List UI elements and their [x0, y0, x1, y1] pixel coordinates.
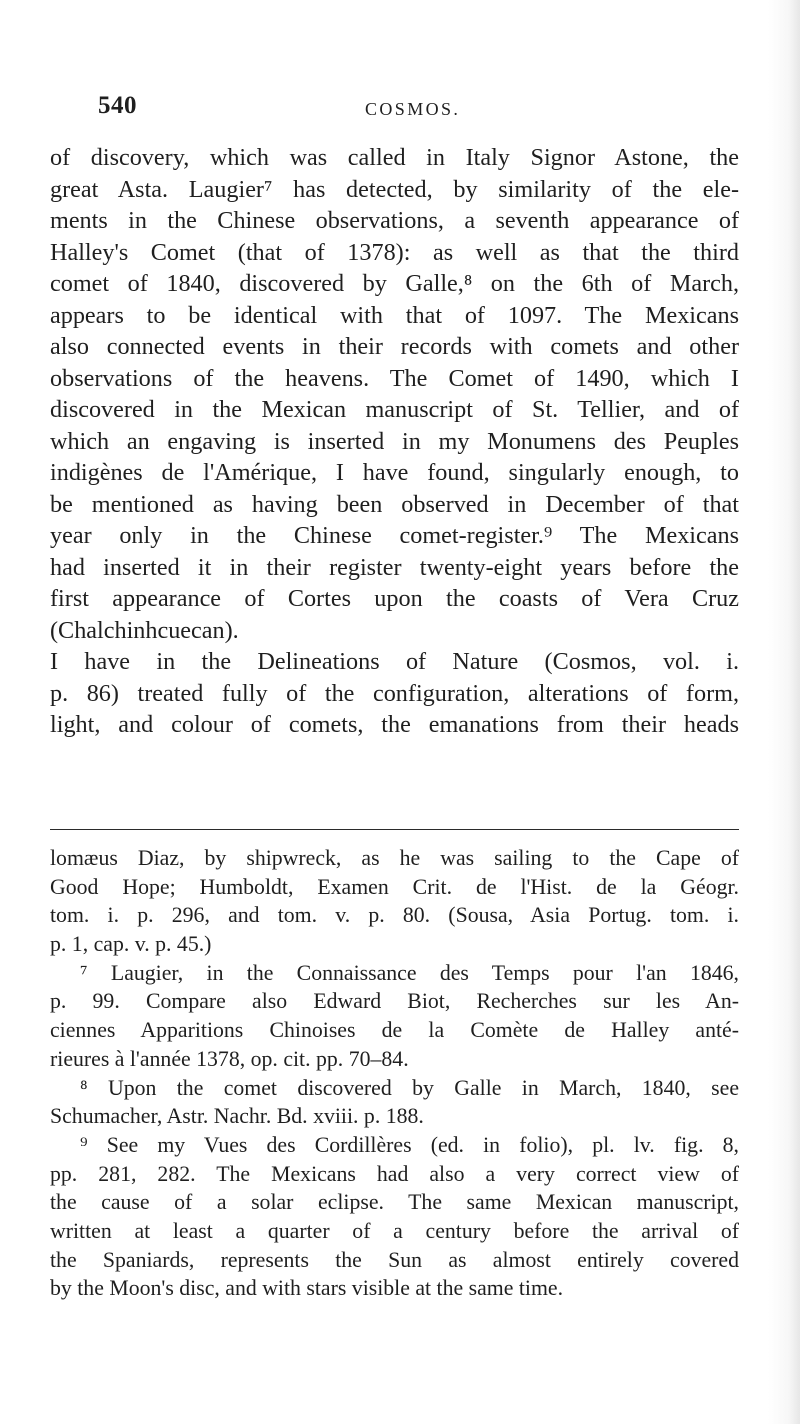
body-line: year only in the Chinese comet-register.⁹ The Mexicans	[50, 522, 739, 549]
footnote-line: ⁹ See my Vues des Cordillères (ed. in folio), pl. lv. fig. 8,	[80, 1132, 739, 1157]
body-line: p. 86) treated fully of the configuration, alterations of form,	[50, 679, 739, 707]
footnote-line: rieures à l'année 1378, op. cit. pp. 70–84.	[50, 1046, 409, 1071]
footnote-line: tom. i. p. 296, and tom. v. p. 80. (Sousa, Asia Portug. tom. i.	[50, 903, 739, 928]
body-line: indigènes de l'Amérique, I have found, singularly enough, to	[50, 459, 739, 486]
body-line: I have in the Delineations of Nature (Cosmos, vol. i.	[50, 648, 739, 675]
footnote-line: pp. 281, 282. The Mexicans had also a very correct view of	[50, 1161, 739, 1186]
body-line: of discovery, which was called in Italy Signor Astone, the	[50, 144, 739, 171]
footnote-line: ⁸ Upon the comet discovered by Galle in March, 1840, see	[80, 1075, 739, 1100]
body-line: comet of 1840, discovered by Galle,⁸ on the 6th of March,	[50, 270, 739, 297]
footnote-line: by the Moon's disc, and with stars visible at the same time.	[50, 1276, 564, 1301]
page-edge-shadow	[788, 0, 800, 1424]
footnote-line: the Spaniards, represents the Sun as almost entirely covered	[50, 1247, 739, 1272]
footnotes	[50, 844, 739, 1303]
footnote-line: lomæus Diaz, by shipwreck, as he was sailing to the Cape of	[50, 846, 739, 870]
body-line: appears to be identical with that of 1097. The Mexicans	[50, 301, 739, 329]
body-line: ments in the Chinese observations, a seventh appearance of	[50, 207, 739, 234]
footnote-line: written at least a quarter of a century before the arrival of	[50, 1218, 739, 1243]
page-header	[98, 92, 740, 124]
running-head: COSMOS.	[365, 99, 461, 119]
footnote-line: ⁷ Laugier, in the Connaissance des Temps pour l'an 1846,	[80, 960, 739, 985]
body-line: had inserted it in their register twenty-eight years before the	[50, 553, 739, 581]
body-line: be mentioned as having been observed in December of that	[50, 490, 739, 518]
body-line: discovered in the Mexican manuscript of St. Tellier, and of	[50, 396, 739, 423]
body-line: observations of the heavens. The Comet of 1490, which I	[50, 364, 739, 392]
page-number: 540	[98, 92, 137, 119]
body-line: great Asta. Laugier⁷ has detected, by similarity of the ele-	[50, 175, 739, 203]
body-line: also connected events in their records with comets and other	[50, 333, 739, 360]
body-line: which an engaving is inserted in my Monumens des Peuples	[50, 427, 739, 455]
footnote-line: Good Hope; Humboldt, Examen Crit. de l'Hist. de la Géogr.	[50, 874, 739, 899]
body-line: (Chalchinhcuecan).	[50, 616, 239, 644]
footnote-divider	[50, 829, 739, 830]
main-text	[50, 142, 739, 741]
footnote-line: ciennes Apparitions Chinoises de la Comète de Halley anté-	[50, 1018, 739, 1043]
footnote-line: p. 99. Compare also Edward Biot, Recherches sur les An-	[50, 989, 739, 1014]
body-line: light, and colour of comets, the emanations from their heads	[50, 711, 739, 738]
body-line: Halley's Comet (that of 1378): as well as that the third	[50, 238, 739, 266]
footnote-line: Schumacher, Astr. Nachr. Bd. xviii. p. 188.	[50, 1104, 424, 1129]
body-line: first appearance of Cortes upon the coasts of Vera Cruz	[50, 585, 739, 612]
footnote-line: the cause of a solar eclipse. The same Mexican manuscript,	[50, 1190, 739, 1215]
footnote-line: p. 1, cap. v. p. 45.)	[50, 932, 212, 957]
